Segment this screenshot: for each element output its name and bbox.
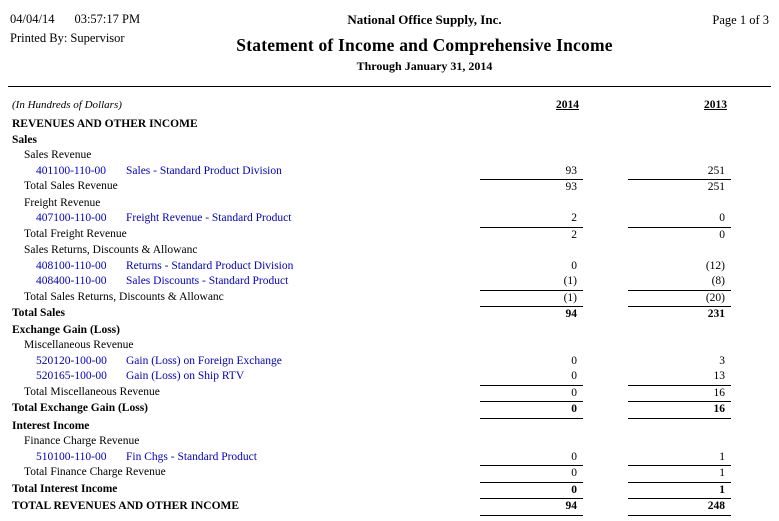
print-date: 04/04/14 xyxy=(10,12,55,26)
account-number-link[interactable]: 408100-110-00 xyxy=(36,259,107,272)
value-2014: 0 xyxy=(480,465,583,482)
report-row xyxy=(12,369,731,385)
column-header-row xyxy=(0,87,779,113)
value-2014: 0 xyxy=(480,482,583,500)
value-2014: 0 xyxy=(571,259,577,272)
value-2014: 2 xyxy=(571,212,577,224)
account-description-link[interactable]: Sales - Standard Product Division xyxy=(126,164,282,177)
report-row xyxy=(12,385,731,402)
report-row xyxy=(12,338,731,354)
value-2014: 0 xyxy=(571,450,577,463)
value-2014: (1) xyxy=(480,290,583,307)
report-row xyxy=(12,401,731,419)
row-label: Finance Charge Revenue xyxy=(24,435,140,447)
report-rows xyxy=(0,113,779,516)
value-2013: 251 xyxy=(707,164,725,177)
account-number-link[interactable]: 510100-110-00 xyxy=(36,450,107,463)
value-2014: 93 xyxy=(480,179,583,196)
page-number: Page 1 of 3 xyxy=(712,13,769,27)
row-label: TOTAL REVENUES AND OTHER INCOME xyxy=(12,500,240,512)
report-row xyxy=(12,196,731,212)
value-2013: 1 xyxy=(628,465,731,482)
account-number-link[interactable]: 407100-110-00 xyxy=(36,212,107,224)
account-row-label xyxy=(12,274,480,290)
value-2013: (8) xyxy=(711,275,725,287)
account-row-label xyxy=(12,369,480,385)
row-label: Total Exchange Gain (Loss) xyxy=(12,402,149,414)
row-label: Interest Income xyxy=(12,419,90,432)
report-header xyxy=(0,12,779,74)
row-label: Total Sales xyxy=(12,307,65,319)
report-row xyxy=(12,419,731,435)
row-label: Sales Returns, Discounts & Allowanc xyxy=(24,244,198,256)
account-row-label xyxy=(12,164,480,180)
printed-by: Printed By: Supervisor xyxy=(10,31,125,45)
row-label: Total Interest Income xyxy=(12,482,118,495)
value-2013: 248 xyxy=(628,499,731,516)
account-number-link[interactable]: 401100-110-00 xyxy=(36,164,107,177)
report-row xyxy=(12,117,731,133)
row-label: Sales Revenue xyxy=(24,149,92,161)
report-row xyxy=(12,227,731,244)
account-number-link[interactable]: 408400-110-00 xyxy=(36,275,107,287)
value-2014: 2 xyxy=(480,227,583,244)
value-2013: 1 xyxy=(628,482,731,500)
value-2013: 13 xyxy=(713,370,725,382)
value-2013: 16 xyxy=(628,401,731,419)
company-name: National Office Supply, Inc. xyxy=(347,12,502,27)
row-label: REVENUES AND OTHER INCOME xyxy=(12,118,198,130)
header-center xyxy=(200,12,649,74)
value-2013: 0 xyxy=(719,212,725,224)
report-row xyxy=(12,323,731,339)
row-label: Miscellaneous Revenue xyxy=(24,339,134,351)
header-left xyxy=(10,12,200,46)
account-row-label xyxy=(12,211,480,227)
value-2014: 0 xyxy=(571,354,577,367)
report-row xyxy=(12,306,731,323)
value-2014: 0 xyxy=(571,370,577,382)
column-header-2014: 2014 xyxy=(556,99,579,111)
column-header-2013: 2013 xyxy=(704,99,727,111)
report-row xyxy=(12,274,731,290)
row-label: Sales xyxy=(12,133,37,146)
value-2013: 251 xyxy=(628,179,731,196)
account-description-link[interactable]: Returns - Standard Product Division xyxy=(126,259,294,272)
report-title: Statement of Income and Comprehensive Income xyxy=(236,35,613,55)
value-2014: 94 xyxy=(480,499,583,516)
print-time: 03:57:17 PM xyxy=(74,12,141,26)
row-label: Total Freight Revenue xyxy=(24,227,127,240)
value-2014: (1) xyxy=(563,275,577,287)
row-label: Exchange Gain (Loss) xyxy=(12,323,120,336)
account-number-link[interactable]: 520120-100-00 xyxy=(36,354,107,367)
report-row xyxy=(12,482,731,500)
report-row xyxy=(12,499,731,516)
report-row xyxy=(12,148,731,164)
value-2013: 0 xyxy=(628,227,731,244)
value-2014: 0 xyxy=(480,401,583,419)
unit-note: (In Hundreds of Dollars) xyxy=(12,99,122,111)
report-row xyxy=(12,259,731,275)
report-period: Through January 31, 2014 xyxy=(356,59,493,73)
report-row xyxy=(12,211,731,227)
report-row xyxy=(12,434,731,450)
value-2013: 3 xyxy=(719,354,725,367)
value-2014: 94 xyxy=(480,306,583,323)
account-description-link[interactable]: Sales Discounts - Standard Product xyxy=(126,275,289,287)
account-number-link[interactable]: 520165-100-00 xyxy=(36,370,107,382)
value-2013: 16 xyxy=(628,385,731,402)
row-label: Total Finance Charge Revenue xyxy=(24,466,166,478)
row-label: Total Sales Returns, Discounts & Allowanc xyxy=(24,290,224,303)
report-row xyxy=(12,450,731,466)
report-row xyxy=(12,164,731,180)
row-label: Freight Revenue xyxy=(24,196,101,209)
row-label: Total Miscellaneous Revenue xyxy=(24,385,160,398)
account-description-link[interactable]: Gain (Loss) on Foreign Exchange xyxy=(126,354,282,367)
report-row xyxy=(12,133,731,149)
value-2013: 1 xyxy=(719,450,725,463)
account-row-label xyxy=(12,259,480,275)
report-row xyxy=(12,465,731,482)
account-row-label xyxy=(12,450,480,466)
report-row xyxy=(12,354,731,370)
row-label: Total Sales Revenue xyxy=(24,180,118,192)
report-row xyxy=(12,290,731,307)
value-2013: (20) xyxy=(628,290,731,307)
report-row xyxy=(12,243,731,259)
print-datetime xyxy=(10,12,200,27)
account-description-link[interactable]: Fin Chgs - Standard Product xyxy=(126,450,257,463)
account-description-link[interactable]: Freight Revenue - Standard Product xyxy=(126,212,292,224)
account-description-link[interactable]: Gain (Loss) on Ship RTV xyxy=(126,370,245,382)
value-2014: 0 xyxy=(480,385,583,402)
value-2013: 231 xyxy=(628,306,731,323)
report-row xyxy=(12,179,731,196)
account-row-label xyxy=(12,354,480,370)
value-2013: (12) xyxy=(705,259,725,272)
value-2014: 93 xyxy=(565,164,577,177)
